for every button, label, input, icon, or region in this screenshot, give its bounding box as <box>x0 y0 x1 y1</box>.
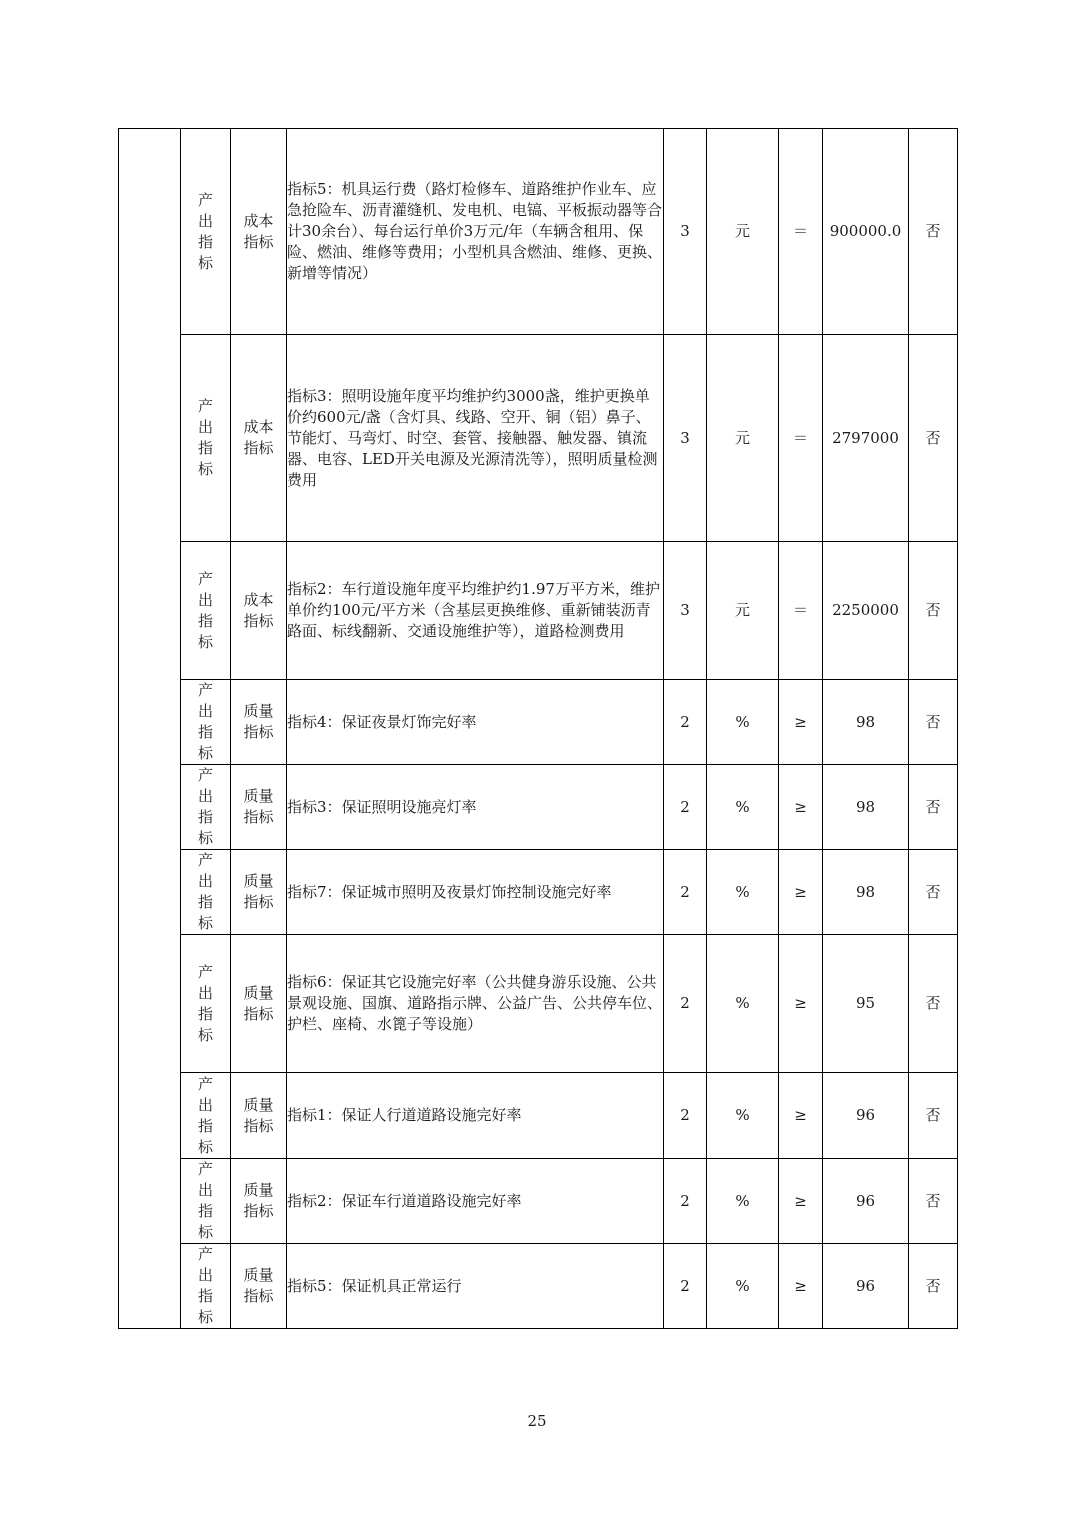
indicator-description: 指标2：车行道设施年度平均维护约1.97万平方米，维护单价约100元/平方米（含基层更换维修、重新铺装沥青路面、标线翻新、交通设施维护等），道路检测费用 <box>287 542 664 680</box>
table-row <box>119 935 958 1073</box>
subcategory-cell-text: 质量指标 <box>243 702 274 741</box>
indicator-description: 指标5：机具运行费（路灯检修车、道路维护作业车、应急抢险车、沥青灌缝机、发电机、电镐、平板振动器等合计30余台）、每台运行单价3万元/年（车辆含租用、保险、燃油、维修等费用；小型机具含燃油、维修、更换、新增等情况） <box>287 129 664 335</box>
subcategory-cell <box>231 129 287 335</box>
flag-cell: 否 <box>909 1073 958 1159</box>
subcategory-cell <box>231 850 287 935</box>
subcategory-cell-text: 成本指标 <box>243 211 274 251</box>
unit-cell: % <box>707 1159 779 1244</box>
weight-value: 2 <box>664 935 707 1073</box>
category-cell-text: 产出指标 <box>197 190 213 272</box>
unit-cell: 元 <box>707 542 779 680</box>
table-body <box>119 129 958 1329</box>
flag-cell: 否 <box>909 335 958 542</box>
weight-value: 2 <box>664 850 707 935</box>
indicator-description: 指标5：保证机具正常运行 <box>287 1244 664 1329</box>
target-value: 2250000 <box>823 542 909 680</box>
subcategory-cell-text: 质量指标 <box>243 1095 274 1135</box>
weight-value: 2 <box>664 1244 707 1329</box>
unit-cell: 元 <box>707 335 779 542</box>
table-row <box>119 850 958 935</box>
subcategory-cell <box>231 1159 287 1244</box>
target-value: 98 <box>823 850 909 935</box>
weight-value: 3 <box>664 542 707 680</box>
weight-value: 3 <box>664 335 707 542</box>
subcategory-cell <box>231 1244 287 1329</box>
subcategory-cell <box>231 680 287 765</box>
subcategory-cell-text: 质量指标 <box>243 983 274 1023</box>
operator-cell: ≥ <box>779 680 823 765</box>
category-cell <box>181 129 231 335</box>
table-row <box>119 542 958 680</box>
page-number: 25 <box>527 1412 547 1430</box>
subcategory-cell-text: 质量指标 <box>243 787 274 826</box>
subcategory-cell <box>231 765 287 850</box>
operator-cell: ≥ <box>779 1159 823 1244</box>
target-value: 2797000 <box>823 335 909 542</box>
indicator-description: 指标6：保证其它设施完好率（公共健身游乐设施、公共景观设施、国旗、道路指示牌、公益广告、公共停车位、护栏、座椅、水篦子等设施） <box>287 935 664 1073</box>
weight-value: 3 <box>664 129 707 335</box>
flag-cell: 否 <box>909 1159 958 1244</box>
unit-cell: % <box>707 850 779 935</box>
unit-cell: % <box>707 1073 779 1159</box>
flag-cell: 否 <box>909 765 958 850</box>
category-cell <box>181 1159 231 1244</box>
weight-value: 2 <box>664 680 707 765</box>
category-cell <box>181 935 231 1073</box>
category-cell-text: 产出指标 <box>197 1245 213 1326</box>
unit-cell: % <box>707 1244 779 1329</box>
subcategory-cell-text: 质量指标 <box>243 872 274 911</box>
category-cell <box>181 1244 231 1329</box>
weight-value: 2 <box>664 1159 707 1244</box>
flag-cell: 否 <box>909 129 958 335</box>
table-row <box>119 680 958 765</box>
operator-cell: ≥ <box>779 765 823 850</box>
weight-value: 2 <box>664 765 707 850</box>
category-cell-text: 产出指标 <box>197 1160 213 1241</box>
weight-value: 2 <box>664 1073 707 1159</box>
target-value: 98 <box>823 765 909 850</box>
unit-cell: % <box>707 935 779 1073</box>
indicator-description: 指标4：保证夜景灯饰完好率 <box>287 680 664 765</box>
operator-cell: ≥ <box>779 1244 823 1329</box>
subcategory-cell <box>231 935 287 1073</box>
indicator-description: 指标1：保证人行道道路设施完好率 <box>287 1073 664 1159</box>
category-cell-text: 产出指标 <box>197 681 213 762</box>
category-cell <box>181 335 231 542</box>
flag-cell: 否 <box>909 542 958 680</box>
subcategory-cell-text: 成本指标 <box>243 418 274 457</box>
target-value: 96 <box>823 1073 909 1159</box>
unit-cell: 元 <box>707 129 779 335</box>
category-cell <box>181 765 231 850</box>
operator-cell: ＝ <box>779 542 823 680</box>
category-cell <box>181 542 231 680</box>
indicator-description: 指标3：照明设施年度平均维护约3000盏，维护更换单价约600元/盏（含灯具、线路、空开、铜（铝）鼻子、节能灯、马弯灯、时空、套管、接触器、触发器、镇流器、电容、LED开关电源及光源清洗等），照明质量检测费用 <box>287 335 664 542</box>
unit-cell: % <box>707 680 779 765</box>
category-cell-text: 产出指标 <box>197 569 213 651</box>
subcategory-cell <box>231 1073 287 1159</box>
indicator-description: 指标2：保证车行道道路设施完好率 <box>287 1159 664 1244</box>
operator-cell: ≥ <box>779 935 823 1073</box>
category-cell-text: 产出指标 <box>197 766 213 847</box>
operator-cell: ＝ <box>779 129 823 335</box>
operator-cell: ≥ <box>779 1073 823 1159</box>
operator-cell: ＝ <box>779 335 823 542</box>
subcategory-cell-text: 质量指标 <box>243 1181 274 1220</box>
flag-cell: 否 <box>909 680 958 765</box>
category-cell <box>181 1073 231 1159</box>
category-cell-text: 产出指标 <box>197 962 213 1044</box>
category-cell <box>181 850 231 935</box>
category-cell-text: 产出指标 <box>197 397 213 478</box>
subcategory-cell-text: 成本指标 <box>243 590 274 630</box>
flag-cell: 否 <box>909 1244 958 1329</box>
unit-cell: % <box>707 765 779 850</box>
performance-indicator-table <box>118 128 958 1329</box>
table-row <box>119 1244 958 1329</box>
indicator-description: 指标3：保证照明设施亮灯率 <box>287 765 664 850</box>
table-row <box>119 335 958 542</box>
subcategory-cell-text: 质量指标 <box>243 1266 274 1305</box>
operator-cell: ≥ <box>779 850 823 935</box>
target-value: 98 <box>823 680 909 765</box>
category-cell-text: 产出指标 <box>197 851 213 932</box>
table-row <box>119 1073 958 1159</box>
target-value: 900000.0 <box>823 129 909 335</box>
target-value: 96 <box>823 1244 909 1329</box>
flag-cell: 否 <box>909 935 958 1073</box>
subcategory-cell <box>231 542 287 680</box>
table-row <box>119 765 958 850</box>
category-cell-text: 产出指标 <box>197 1074 213 1156</box>
merged-blank-cell <box>119 129 181 1329</box>
table-row <box>119 129 958 335</box>
subcategory-cell <box>231 335 287 542</box>
table-row <box>119 1159 958 1244</box>
indicator-description: 指标7：保证城市照明及夜景灯饰控制设施完好率 <box>287 850 664 935</box>
target-value: 95 <box>823 935 909 1073</box>
flag-cell: 否 <box>909 850 958 935</box>
category-cell <box>181 680 231 765</box>
target-value: 96 <box>823 1159 909 1244</box>
